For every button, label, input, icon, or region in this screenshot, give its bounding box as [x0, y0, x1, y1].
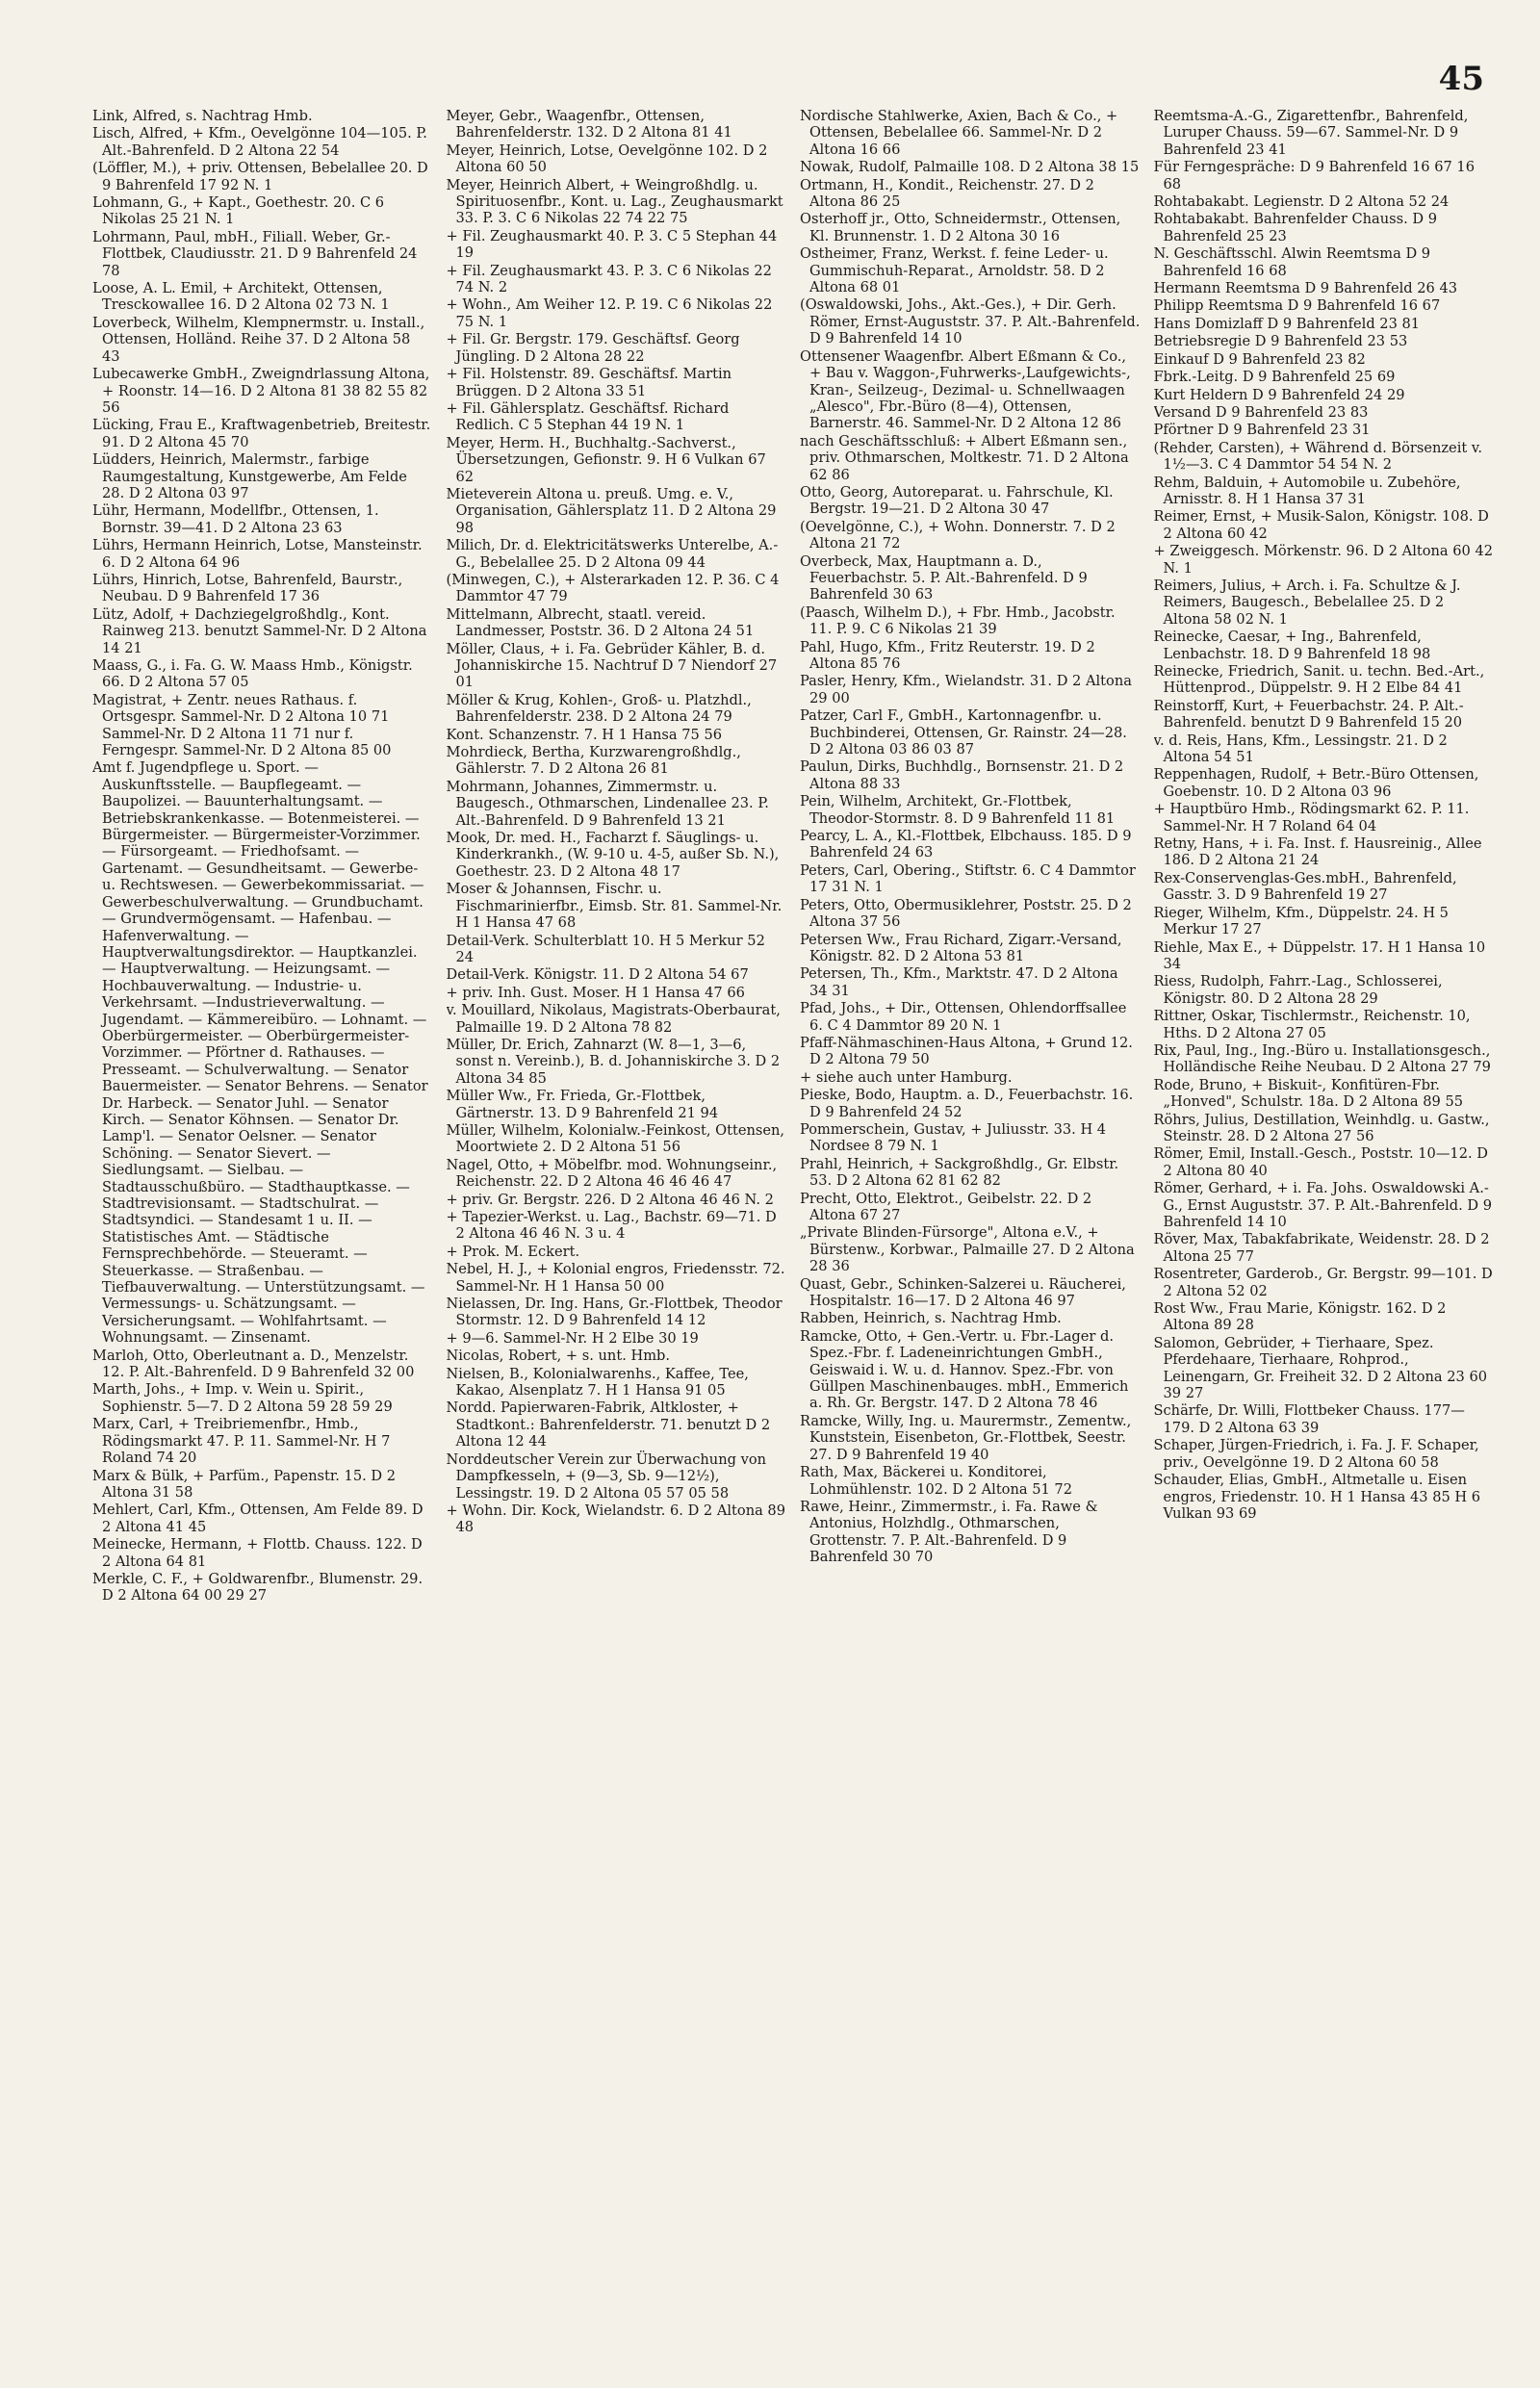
directory-entry: Marth, Johs., + Imp. v. Wein u. Spirit., Sophienstr. 5—7. D 2 Altona 59 28 59 29: [92, 1381, 393, 1415]
directory-entry: Prahl, Heinrich, + Sackgroßhdlg., Gr. Elbstr. 53. D 2 Altona 62 81 62 82: [800, 1155, 1119, 1190]
directory-entry: Meyer, Gebr., Waagenfbr., Ottensen, Bahrenfelderstr. 132. D 2 Altona 81 41: [446, 108, 732, 141]
directory-entry: Betriebsregie D 9 Bahrenfeld 23 53: [1153, 333, 1408, 350]
directory-entry: Lührs, Hermann Heinrich, Lotse, Mansteinstr. 6. D 2 Altona 64 96: [92, 537, 423, 571]
directory-entry: Rabben, Heinrich, s. Nachtrag Hmb.: [800, 1310, 1062, 1327]
directory-entry: Ottensener Waagenfbr. Albert Eßmann & Co., + Bau v. Waggon-,Fuhrwerks-,Laufgewichts-, Kran-, Seilzeug-, Dezimal- u. Schnellwaagen „Alesco", Fbr.-Büro (8—4), Ottensen, Barnerstr. 46. Sammel-Nr. D 2 Altona 12 86: [800, 347, 1131, 432]
directory-entry: Nielsen, B., Kolonialwarenhs., Kaffee, Tee, Kakao, Alsenplatz 7. H 1 Hansa 91 05: [446, 1365, 749, 1399]
directory-entry: Lüdders, Heinrich, Malermstr., farbige Raumgestaltung, Kunstgewerbe, Am Felde 28. D 2 Altona 03 97: [92, 451, 407, 501]
directory-entry: Philipp Reemtsma D 9 Bahrenfeld 16 67: [1153, 297, 1441, 315]
directory-entry: Quast, Gebr., Schinken-Salzerei u. Räucherei, Hospitalstr. 16—17. D 2 Altona 46 97: [800, 1275, 1126, 1310]
directory-entry: Precht, Otto, Elektrot., Geibelstr. 22. D 2 Altona 67 27: [800, 1190, 1092, 1223]
directory-entry: Merkle, C. F., + Goldwarenfbr., Blumenstr. 29. D 2 Altona 64 00 29 27: [92, 1570, 424, 1605]
directory-entry: + priv. Inh. Gust. Moser. H 1 Hansa 47 66: [446, 984, 745, 1001]
directory-entry: + Fil. Holstenstr. 89. Geschäftsf. Martin Brüggen. D 2 Altona 33 51: [446, 366, 732, 399]
directory-entry: Pfad, Johs., + Dir., Ottensen, Ohlendorffsallee 6. C 4 Dammtor 89 20 N. 1: [800, 1000, 1127, 1034]
directory-entry: Osterhoff jr., Otto, Schneidermstr., Ottensen, Kl. Brunnenstr. 1. D 2 Altona 30 16: [800, 211, 1121, 244]
directory-entry: Mohrdieck, Bertha, Kurzwarengroßhdlg., Gählerstr. 7. D 2 Altona 26 81: [446, 744, 741, 778]
directory-entry: Reinecke, Friedrich, Sanit. u. techn. Bed.-Art., Hüttenprod., Düppelstr. 9. H 2 Elbe 84 41: [1153, 663, 1485, 697]
directory-entry: Römer, Emil, Install.-Gesch., Poststr. 10—12. D 2 Altona 80 40: [1153, 1145, 1488, 1179]
directory-entry: Mohrmann, Johannes, Zimmermstr. u. Baugesch., Othmarschen, Lindenallee 23. P. Alt.-Bahrenfeld. D 9 Bahrenfeld 13 21: [446, 778, 769, 829]
directory-entry: Lubecawerke GmbH., Zweigndrlassung Altona, + Roonstr. 14—16. D 2 Altona 81 38 82 55 82 56: [92, 366, 430, 416]
directory-entry: + Zweiggesch. Mörkenstr. 96. D 2 Altona 60 42 N. 1: [1153, 543, 1494, 577]
directory-entry: Riess, Rudolph, Fahrr.-Lag., Schlosserei, Königstr. 80. D 2 Altona 28 29: [1153, 973, 1443, 1007]
directory-entry: Reinecke, Caesar, + Ing., Bahrenfeld, Lenbachstr. 18. D 9 Bahrenfeld 18 98: [1153, 629, 1431, 662]
directory-entry: Norddeutscher Verein zur Überwachung von Dampfkesseln, + (9—3, Sb. 9—12½), Lessingstr. 19. D 2 Altona 05 57 05 58: [446, 1451, 767, 1502]
directory-entry: Riehle, Max E., + Düppelstr. 17. H 1 Hansa 10 34: [1153, 938, 1486, 972]
directory-entry: (Oswaldowski, Johs., Akt.-Ges.), + Dir. Gerh. Römer, Ernst-Auguststr. 37. P. Alt.-Bahrenfeld. D 9 Bahrenfeld 14 10: [800, 296, 1141, 347]
directory-entry: Salomon, Gebrüder, + Tierhaare, Spez. Pferdehaare, Tierhaare, Rohprod., Leinengarn, Gr. Freiheit 32. D 2 Altona 23 60 39 27: [1153, 1334, 1488, 1402]
directory-entry: Nordd. Papierwaren-Fabrik, Altkloster, + Stadtkont.: Bahrenfelderstr. 71. benutzt D 2 Altona 12 44: [446, 1399, 771, 1451]
directory-entry: Pförtner D 9 Bahrenfeld 23 31: [1153, 422, 1371, 439]
directory-entry: Pein, Wilhelm, Architekt, Gr.-Flottbek, Theodor-Stormstr. 8. D 9 Bahrenfeld 11 81: [800, 793, 1116, 827]
directory-entry: Pasler, Henry, Kfm., Wielandstr. 31. D 2 Altona 29 00: [800, 673, 1132, 706]
directory-entry: Röver, Max, Tabakfabrikate, Weidenstr. 28. D 2 Altona 25 77: [1153, 1231, 1490, 1265]
directory-entry: + siehe auch unter Hamburg.: [800, 1068, 1013, 1086]
directory-entry: Patzer, Carl F., GmbH., Kartonnagenfbr. u. Buchbinderei, Ottensen, Gr. Rainstr. 24—28. D 2 Altona 03 86 03 87: [800, 707, 1127, 758]
directory-entry: v. d. Reis, Hans, Kfm., Lessingstr. 21. D 2 Altona 54 51: [1153, 732, 1448, 766]
directory-entry: Lisch, Alfred, + Kfm., Oevelgönne 104—105. P. Alt.-Bahrenfeld. D 2 Altona 22 54: [92, 125, 427, 159]
directory-entry: Lohrmann, Paul, mbH., Filiall. Weber, Gr.-Flottbek, Claudiusstr. 21. D 9 Bahrenfeld 24 78: [92, 228, 418, 279]
directory-entry: Rosentreter, Garderob., Gr. Bergstr. 99—101. D 2 Altona 52 02: [1153, 1266, 1493, 1299]
directory-entry: Mehlert, Carl, Kfm., Ottensen, Am Felde 89. D 2 Altona 41 45: [92, 1502, 424, 1535]
directory-entry: Reemtsma-A.-G., Zigarettenfbr., Bahrenfeld, Luruper Chauss. 59—67. Sammel-Nr. D 9 Bahrenfeld 23 41: [1153, 108, 1469, 158]
directory-entry: Amt f. Jugendpflege u. Sport. — Auskunftsstelle. — Baupflegeamt. — Baupolizei. — Bauunterhaltungsamt. — Betriebskrankenkasse. — Botenmeisterei. — Bürgermeister. — Bürgermeister-Vorzimmer. — Fürsorgeamt. — Friedhofsamt. — Gartenamt. — Gesundheitsamt. — Gewerbe- u. Rechtswesen. — Gewerbekommissariat. — Gewerbeschulverwaltung. — Grundbuchamt. — Grundvermögensamt. — Hafenbau. — Hafenverwaltung. — Hauptverwaltungsdirektor. — Hauptkanzlei. — Hauptverwaltung. — Heizungsamt. — Hochbauverwaltung. — Industrie- u. Verkehrsamt. —Industrieverwaltung. — Jugendamt. — Kämmereibüro. — Lohnamt. — Oberbürgermeister. — Oberbürgermeister-Vorzimmer. — Pförtner d. Rathauses. — Presseamt. — Schulverwaltung. — Senator Bauermeister. — Senator Behrens. — Senator Dr. Harbeck. — Senator Juhl. — Senator Kirch. — Senator Köhnsen. — Senator Dr. Lamp'l. — Senator Oelsner. — Senator Schöning. — Senator Sievert. — Siedlungsamt. — Sielbau. — Stadtausschußbüro. — Stadthauptkasse. — Stadtrevisionsamt. — Stadtschulrat. — Stadtsyndici. — Standesamt 1 u. II. — Statistisches Amt. — Städtische Fernsprechbehörde. — Steueramt. — Steuerkasse. — Straßenbau. — Tiefbauverwaltung. — Unterstützungsamt. — Vermessungs- u. Schätzungsamt. — Versicherungsamt. — Wohlfahrtsamt. — Wohnungsamt. — Zinsenamt.: [92, 759, 428, 1347]
directory-entry: Schauder, Elias, GmbH., Altmetalle u. Eisen engros, Friedenstr. 10. H 1 Hansa 43 85 H 6 Vulkan 93 69: [1153, 1472, 1481, 1522]
directory-entry: Rost Ww., Frau Marie, Königstr. 162. D 2 Altona 89 28: [1153, 1300, 1447, 1334]
directory-entry: + priv. Gr. Bergstr. 226. D 2 Altona 46 46 N. 2: [446, 1191, 774, 1208]
directory-entry: Rawe, Heinr., Zimmermstr., i. Fa. Rawe & Antonius, Holzhdlg., Othmarschen, Grottenstr. 7. P. Alt.-Bahrenfeld. D 9 Bahrenfeld 30 70: [800, 1498, 1098, 1566]
directory-entry: Ramcke, Willy, Ing. u. Maurermstr., Zementw., Kunststein, Eisenbeton, Gr.-Flottbek, Seestr. 27. D 9 Bahrenfeld 19 40: [800, 1412, 1132, 1463]
directory-entry: Ortmann, H., Kondit., Reichenstr. 27. D 2 Altona 86 25: [800, 176, 1094, 211]
directory-entry: Möller & Krug, Kohlen-, Groß- u. Platzhdl., Bahrenfelderstr. 238. D 2 Altona 24 79: [446, 691, 752, 726]
directory-entry: nach Geschäftsschluß: + Albert Eßmann sen., priv. Othmarschen, Moltkestr. 71. D 2 Altona 62 86: [800, 432, 1129, 483]
directory-entry: Meyer, Herm. H., Buchhaltg.-Sachverst., Übersetzungen, Gefionstr. 9. H 6 Vulkan 67 62: [446, 434, 766, 485]
directory-entry: Hans Domizlaff D 9 Bahrenfeld 23 81: [1153, 315, 1421, 332]
directory-entry: Pieske, Bodo, Hauptm. a. D., Feuerbachstr. 16. D 9 Bahrenfeld 24 52: [800, 1087, 1134, 1120]
entry-columns: [92, 108, 1494, 2349]
directory-entry: Hermann Reemtsma D 9 Bahrenfeld 26 43: [1153, 280, 1458, 297]
directory-entry: Möller, Claus, + i. Fa. Gebrüder Kähler, B. d. Johanniskirche 15. Nachtruf D 7 Niendorf 27 01: [446, 640, 778, 691]
directory-entry: Mittelmann, Albrecht, staatl. vereid. Landmesser, Poststr. 36. D 2 Altona 24 51: [446, 605, 755, 640]
directory-entry: (Minwegen, C.), + Alsterarkaden 12. P. 36. C 4 Dammtor 47 79: [446, 571, 780, 605]
directory-entry: Magistrat, + Zentr. neues Rathaus. f. Ortsgespr. Sammel-Nr. D 2 Altona 10 71 Sammel-Nr. D 2 Altona 11 71 nur f. Ferngespr. Sammel-Nr. D 2 Altona 85 00: [92, 691, 392, 759]
directory-entry: Pfaff-Nähmaschinen-Haus Altona, + Grund 12. D 2 Altona 79 50: [800, 1034, 1133, 1068]
directory-entry: Marx, Carl, + Treibriemenfbr., Hmb., Rödingsmarkt 47. P. 11. Sammel-Nr. H 7 Roland 74 20: [92, 1416, 391, 1467]
directory-entry: + Fil. Zeughausmarkt 40. P. 3. C 5 Stephan 44 19: [446, 227, 778, 262]
directory-entry: Nebel, H. J., + Kolonial engros, Friedensstr. 72. Sammel-Nr. H 1 Hansa 50 00: [446, 1261, 785, 1295]
directory-entry: (Paasch, Wilhelm D.), + Fbr. Hmb., Jacobstr. 11. P. 9. C 6 Nikolas 21 39: [800, 603, 1116, 638]
directory-entry: Paulun, Dirks, Buchhdlg., Bornsenstr. 21. D 2 Altona 88 33: [800, 758, 1124, 792]
directory-entry: Rehm, Balduin, + Automobile u. Zubehöre, Arnisstr. 8. H 1 Hansa 37 31: [1153, 474, 1461, 507]
directory-entry: Detail-Verk. Königstr. 11. D 2 Altona 54 67: [446, 966, 749, 984]
directory-entry: + Fil. Zeughausmarkt 43. P. 3. C 6 Nikolas 22 74 N. 2: [446, 262, 772, 296]
directory-entry: Rex-Conservenglas-Ges.mbH., Bahrenfeld, Gasstr. 3. D 9 Bahrenfeld 19 27: [1153, 869, 1457, 904]
directory-entry: Römer, Gerhard, + i. Fa. Johs. Oswaldowski A.-G., Ernst Auguststr. 37. P. Alt.-Bahrenfeld. D 9 Bahrenfeld 14 10: [1153, 1180, 1493, 1230]
directory-entry: Rittner, Oskar, Tischlermstr., Reichenstr. 10, Hths. D 2 Altona 27 05: [1153, 1008, 1471, 1041]
directory-entry: Lührs, Hinrich, Lotse, Bahrenfeld, Baurstr., Neubau. D 9 Bahrenfeld 17 36: [92, 571, 403, 605]
directory-entry: + Wohn. Dir. Kock, Wielandstr. 6. D 2 Altona 89 48: [446, 1502, 785, 1536]
directory-entry: + 9—6. Sammel-Nr. H 2 Elbe 30 19: [446, 1329, 699, 1347]
directory-entry: Link, Alfred, s. Nachtrag Hmb.: [92, 108, 313, 124]
directory-entry: Lücking, Frau E., Kraftwagenbetrieb, Breitestr. 91. D 2 Altona 45 70: [92, 417, 431, 450]
directory-entry: Moser & Johannsen, Fischr. u. Fischmarinierfbr., Eimsb. Str. 81. Sammel-Nr. H 1 Hansa 47 68: [446, 881, 783, 932]
directory-entry: Schärfe, Dr. Willi, Flottbeker Chauss. 177—179. D 2 Altona 63 39: [1153, 1402, 1465, 1436]
directory-entry: Rode, Bruno, + Biskuit-, Konfitüren-Fbr. „Honved", Schulstr. 18a. D 2 Altona 89 55: [1153, 1076, 1464, 1111]
directory-entry: Schaper, Jürgen-Friedrich, i. Fa. J. F. Schaper, priv., Oevelgönne 19. D 2 Altona 60 58: [1153, 1437, 1479, 1471]
directory-entry: Röhrs, Julius, Destillation, Weinhdlg. u. Gastw., Steinstr. 28. D 2 Altona 27 56: [1153, 1111, 1490, 1144]
directory-entry: + Wohn., Am Weiher 12. P. 19. C 6 Nikolas 22 75 N. 1: [446, 296, 773, 330]
directory-entry: Müller, Wilhelm, Kolonialw.-Feinkost, Ottensen, Moortwiete 2. D 2 Altona 51 56: [446, 1121, 785, 1156]
directory-entry: N. Geschäftsschl. Alwin Reemtsma D 9 Bahrenfeld 16 68: [1153, 245, 1431, 279]
column-3: [800, 108, 1141, 2349]
directory-entry: Nicolas, Robert, + s. unt. Hmb.: [446, 1348, 671, 1365]
directory-entry: Loverbeck, Wilhelm, Klempnermstr. u. Install., Ottensen, Holländ. Reihe 37. D 2 Altona 58 43: [92, 314, 425, 365]
directory-entry: Rieger, Wilhelm, Kfm., Düppelstr. 24. H 5 Merkur 17 27: [1153, 904, 1449, 938]
directory-entry: Nordische Stahlwerke, Axien, Bach & Co., + Ottensen, Bebelallee 66. Sammel-Nr. D 2 Altona 16 66: [800, 108, 1118, 158]
page-number: 45: [1438, 60, 1484, 98]
directory-entry: Versand D 9 Bahrenfeld 23 83: [1153, 403, 1369, 421]
directory-entry: Marx & Bülk, + Parfüm., Papenstr. 15. D 2 Altona 31 58: [92, 1467, 397, 1501]
directory-entry: Fbrk.-Leitg. D 9 Bahrenfeld 25 69: [1153, 369, 1396, 386]
directory-entry: Rath, Max, Bäckerei u. Konditorei, Lohmühlenstr. 102. D 2 Altona 51 72: [800, 1464, 1072, 1498]
directory-entry: Peters, Otto, Obermusiklehrer, Poststr. 25. D 2 Altona 37 56: [800, 896, 1132, 931]
directory-entry: Kurt Heldern D 9 Bahrenfeld 24 29: [1153, 386, 1405, 403]
directory-entry: Lühr, Hermann, Modellfbr., Ottensen, 1. Bornstr. 39—41. D 2 Altona 23 63: [92, 502, 379, 536]
directory-entry: Peters, Carl, Obering., Stiftstr. 6. C 4 Dammtor 17 31 N. 1: [800, 861, 1136, 896]
directory-entry: Nielassen, Dr. Ing. Hans, Gr.-Flottbek, Theodor Stormstr. 12. D 9 Bahrenfeld 14 12: [446, 1296, 783, 1329]
directory-entry: Meyer, Heinrich, Lotse, Oevelgönne 102. D 2 Altona 60 50: [446, 141, 768, 176]
directory-entry: Mook, Dr. med. H., Facharzt f. Säuglings- u. Kinderkrankh., (W. 9-10 u. 4-5, außer Sb. N.), Goethestr. 23. D 2 Altona 48 17: [446, 830, 780, 880]
directory-entry: Pommerschein, Gustav, + Juliusstr. 33. H 4 Nordsee 8 79 N. 1: [800, 1120, 1107, 1155]
directory-entry: Rix, Paul, Ing., Ing.-Büro u. Installationsgesch., Holländische Reihe Neubau. D 2 Altona 27 79: [1153, 1041, 1491, 1076]
column-4: [1154, 108, 1495, 2349]
directory-entry: Ostheimer, Franz, Werkst. f. feine Leder- u. Gummischuh-Reparat., Arnoldstr. 58. D 2 Altona 68 01: [800, 245, 1109, 296]
directory-entry: Retny, Hans, + i. Fa. Inst. f. Hausreinig., Allee 186. D 2 Altona 21 24: [1153, 835, 1482, 869]
column-2: [447, 108, 787, 2349]
directory-entry: „Private Blinden-Fürsorge", Altona e.V., + Bürstenw., Korbwar., Palmaille 27. D 2 Altona 28 36: [800, 1224, 1135, 1275]
directory-entry: + Fil. Gählersplatz. Geschäftsf. Richard Redlich. C 5 Stephan 44 19 N. 1: [446, 399, 730, 434]
directory-entry: Meyer, Heinrich Albert, + Weingroßhdlg. u. Spirituosenfbr., Kont. u. Lag., Zeughausmarkt 33. P. 3. C 6 Nikolas 22 74 22 75: [446, 176, 783, 227]
directory-entry: Einkauf D 9 Bahrenfeld 23 82: [1153, 350, 1366, 368]
directory-entry: Reinstorff, Kurt, + Feuerbachstr. 24. P. Alt.-Bahrenfeld. benutzt D 9 Bahrenfeld 15 20: [1153, 697, 1464, 732]
directory-entry: + Prok. M. Eckert.: [446, 1243, 580, 1260]
directory-entry: Reimers, Julius, + Arch. i. Fa. Schultze & J. Reimers, Baugesch., Bebelallee 25. D 2 Altona 58 02 N. 1: [1153, 577, 1461, 628]
directory-entry: Müller Ww., Fr. Frieda, Gr.-Flottbek, Gärtnerstr. 13. D 9 Bahrenfeld 21 94: [446, 1088, 719, 1121]
directory-entry: (Rehder, Carsten), + Während d. Börsenzeit v. 1½—3. C 4 Dammtor 54 54 N. 2: [1153, 439, 1483, 474]
directory-entry: Petersen, Th., Kfm., Marktstr. 47. D 2 Altona 34 31: [800, 965, 1118, 999]
directory-entry: Loose, A. L. Emil, + Architekt, Ottensen, Tresckowallee 16. D 2 Altona 02 73 N. 1: [92, 280, 390, 314]
directory-entry: Reppenhagen, Rudolf, + Betr.-Büro Ottensen, Goebenstr. 10. D 2 Altona 03 96: [1153, 766, 1479, 800]
directory-entry: Nowak, Rudolf, Palmaille 108. D 2 Altona 38 15: [800, 159, 1140, 176]
directory-entry: Nagel, Otto, + Möbelfbr. mod. Wohnungseinr., Reichenstr. 22. D 2 Altona 46 46 46 47: [446, 1156, 778, 1191]
directory-entry: Marloh, Otto, Oberleutnant a. D., Menzelstr. 12. P. Alt.-Bahrenfeld. D 9 Bahrenfeld 32 00: [92, 1347, 415, 1381]
directory-entry: Lütz, Adolf, + Dachziegelgroßhdlg., Kont. Rainweg 213. benutzt Sammel-Nr. D 2 Altona 14 21: [92, 605, 427, 656]
directory-entry: Rohtabakabt. Legienstr. D 2 Altona 52 24: [1153, 193, 1450, 211]
directory-entry: Meinecke, Hermann, + Flottb. Chauss. 122. D 2 Altona 64 81: [92, 1536, 423, 1570]
directory-entry: Pahl, Hugo, Kfm., Fritz Reuterstr. 19. D 2 Altona 85 76: [800, 638, 1095, 672]
directory-entry: Otto, Georg, Autoreparat. u. Fahrschule, Kl. Bergstr. 19—21. D 2 Altona 30 47: [800, 483, 1114, 518]
directory-entry: Maass, G., i. Fa. G. W. Maass Hmb., Königstr. 66. D 2 Altona 57 05: [92, 657, 413, 691]
directory-entry: v. Mouillard, Nikolaus, Magistrats-Oberbaurat, Palmaille 19. D 2 Altona 78 82: [446, 1002, 781, 1036]
directory-entry: Mieteverein Altona u. preuß. Umg. e. V., Organisation, Gählersplatz 11. D 2 Altona 29 98: [446, 485, 777, 536]
directory-entry: Overbeck, Max, Hauptmann a. D., Feuerbachstr. 5. P. Alt.-Bahrenfeld. D 9 Bahrenfeld 30 63: [800, 552, 1088, 603]
directory-entry: Müller, Dr. Erich, Zahnarzt (W. 8—1, 3—6, sonst n. Vereinb.), B. d. Johanniskirche 3. D 2 Altona 34 85: [446, 1036, 781, 1087]
directory-entry: + Hauptbüro Hmb., Rödingsmarkt 62. P. 11. Sammel-Nr. H 7 Roland 64 04: [1153, 801, 1470, 835]
directory-entry: Für Ferngespräche: D 9 Bahrenfeld 16 67 16 68: [1153, 159, 1476, 193]
directory-entry: Pearcy, L. A., Kl.-Flottbek, Elbchauss. 185. D 9 Bahrenfeld 24 63: [800, 828, 1132, 861]
directory-entry: Petersen Ww., Frau Richard, Zigarr.-Versand, Königstr. 82. D 2 Altona 53 81: [800, 931, 1122, 964]
directory-entry: Milich, Dr. d. Elektricitätswerks Unterelbe, A.-G., Bebelallee 25. D 2 Altona 09 44: [446, 537, 779, 571]
directory-entry: Rohtabakabt. Bahrenfelder Chauss. D 9 Bahrenfeld 25 23: [1153, 211, 1437, 244]
directory-entry: Ramcke, Otto, + Gen.-Vertr. u. Fbr.-Lager d. Spez.-Fbr. f. Ladeneinrichtungen GmbH., Geiswaid i. W. u. d. Hannov. Spez.-Fbr. von Güllpen Maschinenbauges. mbH., Emmerich a. Rh. Gr. Bergstr. 147. D 2 Altona 78 46: [800, 1327, 1129, 1412]
directory-entry: + Fil. Gr. Bergstr. 179. Geschäftsf. Georg Jüngling. D 2 Altona 28 22: [446, 331, 740, 365]
directory-entry: (Oevelgönne, C.), + Wohn. Donnerstr. 7. D 2 Altona 21 72: [800, 518, 1116, 552]
directory-entry: Reimer, Ernst, + Musik-Salon, Königstr. 108. D 2 Altona 60 42: [1153, 508, 1489, 542]
directory-entry: Lohmann, G., + Kapt., Goethestr. 20. C 6 Nikolas 25 21 N. 1: [92, 194, 385, 228]
directory-entry: + Tapezier-Werkst. u. Lag., Bachstr. 69—71. D 2 Altona 46 46 N. 3 u. 4: [446, 1209, 777, 1243]
column-1: [92, 108, 433, 2349]
directory-entry: (Löffler, M.), + priv. Ottensen, Bebelallee 20. D 9 Bahrenfeld 17 92 N. 1: [92, 160, 428, 193]
directory-entry: Kont. Schanzenstr. 7. H 1 Hansa 75 56: [446, 726, 723, 743]
directory-entry: Detail-Verk. Schulterblatt 10. H 5 Merkur 52 24: [446, 932, 765, 965]
